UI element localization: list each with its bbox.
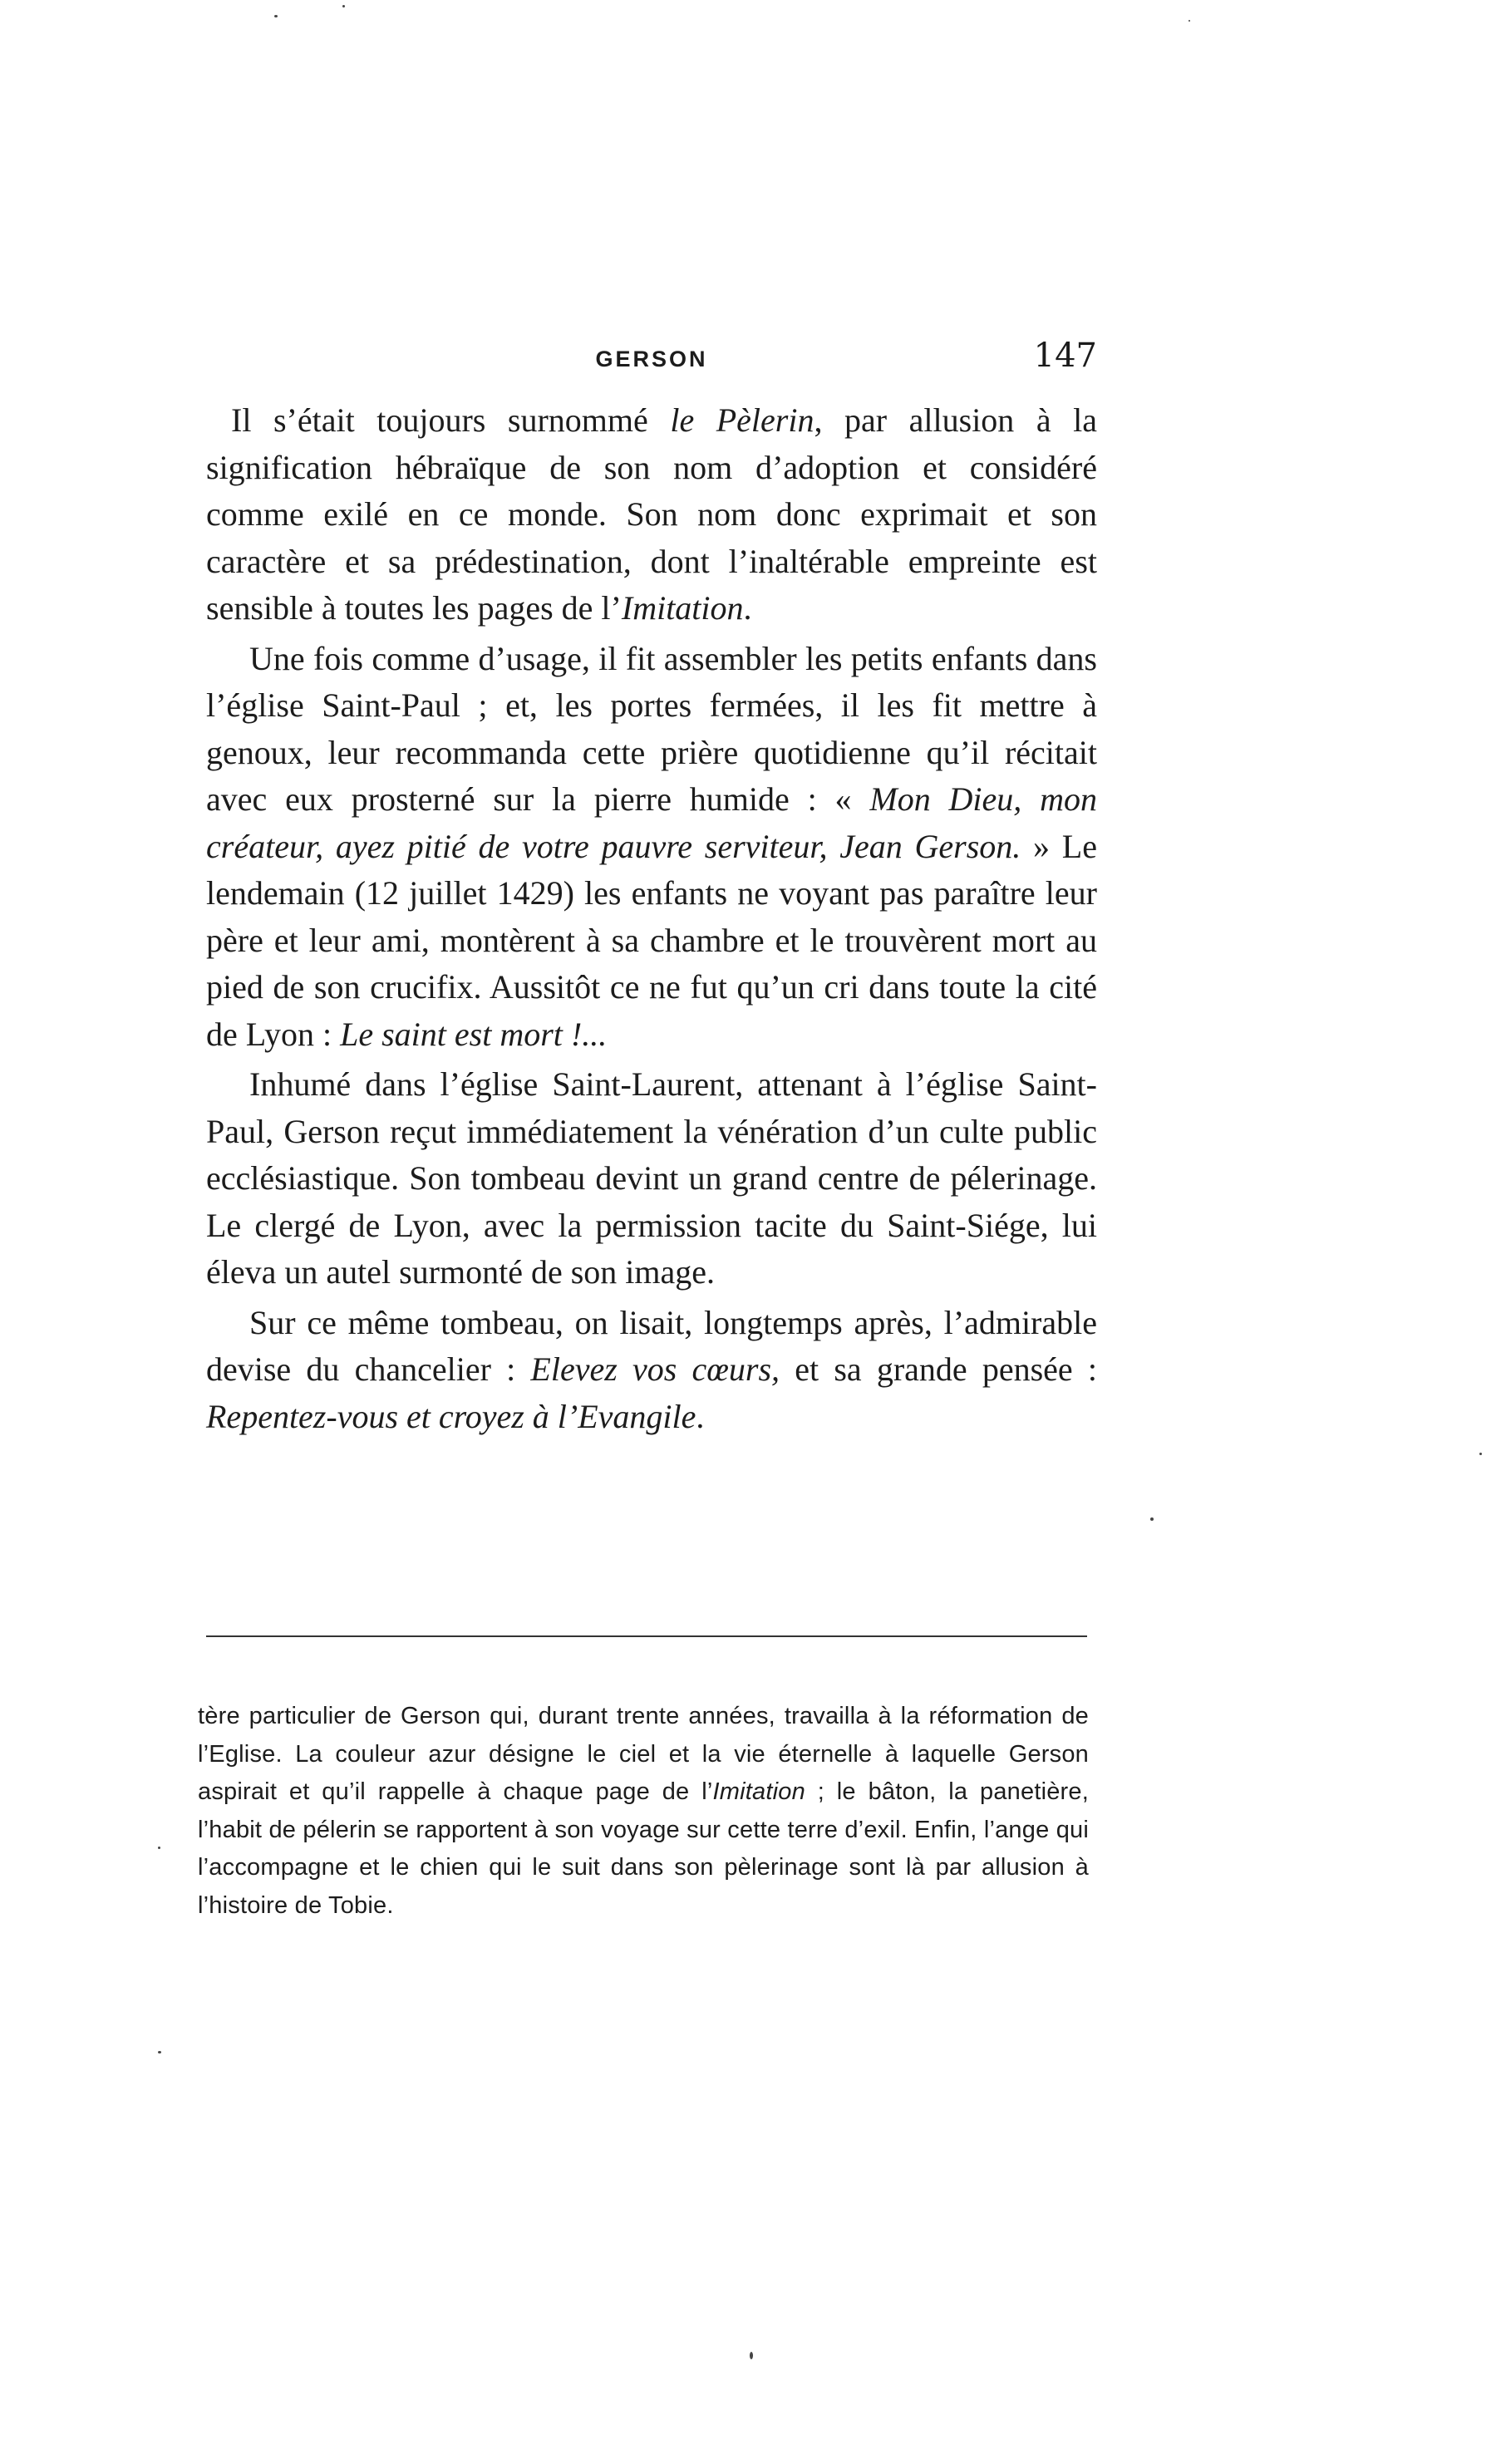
speck (1188, 20, 1190, 22)
italic-run: Mon Dieu, mon créateur, ayez pitié de votre pauvre serviteur, Jean Gerson. (206, 780, 1098, 865)
italic-run: Imitation (712, 1778, 805, 1806)
body-text (206, 397, 1097, 1443)
paragraph-1 (206, 397, 1097, 632)
text-run: , par allusion à la signification hébraïque de son nom d’adoption et considéré comme exilé en ce monde. Son nom donc exprimait et son caractère et sa prédestination, dont l’inaltérable empreinte est sensible à toutes les pages de l’ (206, 401, 1098, 627)
page-number: 147 (1033, 337, 1097, 375)
speck (158, 2051, 161, 2053)
speck (274, 15, 278, 17)
paragraph-3 (206, 1061, 1097, 1296)
text-run: et sa grande pensée : (780, 1350, 1097, 1388)
text-run: . (743, 589, 752, 627)
paragraph-4 (206, 1300, 1097, 1441)
speck (158, 1847, 160, 1849)
footnote-paragraph (198, 1698, 1089, 1925)
speck (750, 2352, 753, 2359)
italic-run: Repentez-vous et croyez à l’Evangile (206, 1397, 696, 1435)
speck (342, 5, 345, 7)
paragraph-2 (206, 636, 1097, 1059)
italic-run: le Pèlerin (670, 401, 814, 439)
running-head (206, 337, 1097, 386)
running-title: GERSON (595, 347, 708, 371)
speck (1479, 1453, 1482, 1455)
text-run: tère particulier de Gerson qui, durant trente années, travailla à la réformation de l’Eglise. La couleur azur désigne le ciel et la vie éternelle à laquelle Gerson aspirait et qu’il rappelle à chaque page de l’ (198, 1703, 1089, 1806)
italic-run: Imitation (621, 589, 744, 627)
text-run: . (696, 1397, 705, 1435)
text-run: ; le bâton, la panetière, l’habit de pélerin se rapportent à son voyage sur cette terre d’exil. Enfin, l’ange qui l’accompagne et le chien qui le suit dans son pèlerinage sont là par allusion à l’histoire de Tobie. (198, 1778, 1089, 1919)
italic-run: Le saint est mort !... (340, 1015, 608, 1053)
footnote-rule (206, 1635, 1087, 1637)
text-run: Inhumé dans l’église Saint-Laurent, attenant à l’église Saint-Paul, Gerson reçut immédiatement la vénération d’un culte public ecclésiastique. Son tombeau devint un grand centre de pélerinage. Le clergé de Lyon, avec la permission tacite du Saint-Siége, lui éleva un autel surmonté de son image. (206, 1065, 1097, 1291)
footnote (198, 1698, 1089, 1925)
speck (1150, 1517, 1154, 1521)
text-run: » Le lendemain (12 juillet 1429) les enfants ne voyant pas paraître leur père et leur ami, montèrent à sa chambre et le trouvèrent mort au pied de son crucifix. Aussitôt ce ne fut qu’un cri dans toute la cité de Lyon : (206, 827, 1097, 1053)
text-run: Sur ce même tombeau, on lisait, longtemps après, l’admirable devise du chancelier : (206, 1303, 1097, 1388)
text-run: Il s’était toujours surnommé (231, 401, 671, 439)
italic-run: Elevez vos cœurs, (530, 1350, 780, 1388)
text-run: Une fois comme d’usage, il fit assembler les petits enfants dans l’église Saint-Paul ; et, les portes fermées, il les fit mettre à genoux, leur recommanda cette prière quotidienne qu’il récitait avec eux prosterné sur la pierre humide : « (206, 639, 1097, 818)
